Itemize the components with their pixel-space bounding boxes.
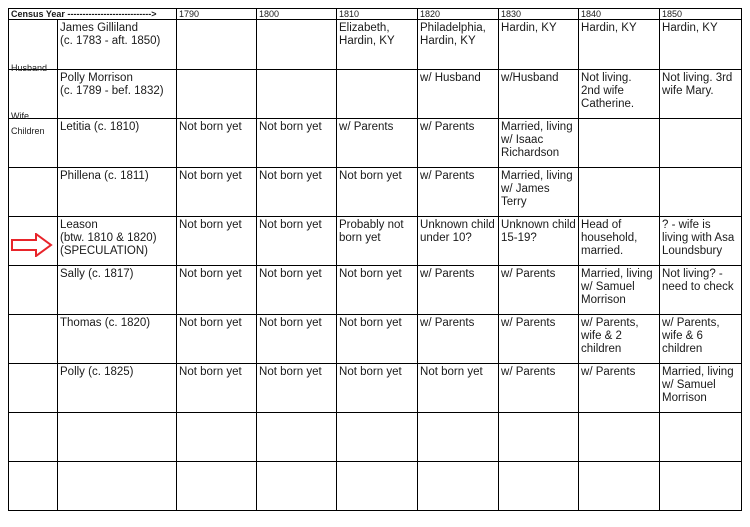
census-cell-1810 xyxy=(337,217,418,266)
census-cell-line: Hardin, KY xyxy=(501,22,557,34)
year-1820: 1820 xyxy=(418,9,499,20)
census-cell-line: Head of xyxy=(581,219,622,231)
table-row xyxy=(9,119,742,168)
census-cell-line: Not living. xyxy=(581,72,632,84)
census-cell-1810 xyxy=(337,20,418,70)
census-cell-1810 xyxy=(337,364,418,413)
census-cell-line: Richardson xyxy=(501,147,560,159)
census-cell-line: Not born yet xyxy=(259,317,322,329)
census-cell-line: living with Asa xyxy=(662,232,735,244)
census-cell-line: w/ Parents xyxy=(339,121,394,133)
census-cell-1790 xyxy=(177,20,257,70)
table-row xyxy=(9,413,742,462)
census-cell-line: Hardin, KY xyxy=(581,22,637,34)
census-cell-1810 xyxy=(337,462,418,511)
census-cell-1840 xyxy=(579,315,660,364)
census-cell-1830 xyxy=(499,217,579,266)
census-cell-line: Not born yet xyxy=(259,219,322,231)
census-cell-line: Philadelphia, xyxy=(420,22,486,34)
census-cell-1830 xyxy=(499,315,579,364)
person-name-line: Phillena (c. 1811) xyxy=(60,170,149,182)
census-cell-line: Not born yet xyxy=(259,170,322,182)
census-cell-1830 xyxy=(499,364,579,413)
census-cell-1800 xyxy=(257,315,337,364)
census-cell-line: wife & 2 xyxy=(581,330,622,342)
person-name-cell xyxy=(58,20,177,70)
census-cell-line: children xyxy=(662,343,703,355)
census-cell-1850 xyxy=(660,119,742,168)
census-cell-1820 xyxy=(418,119,499,168)
census-cell-line: w/ Husband xyxy=(420,72,481,84)
census-cell-1810 xyxy=(337,413,418,462)
person-name-cell xyxy=(58,266,177,315)
census-cell-line: w/ Samuel xyxy=(662,379,716,391)
census-cell-1800 xyxy=(257,119,337,168)
table-row xyxy=(9,315,742,364)
census-cell-line: Not born yet xyxy=(179,219,242,231)
census-cell-line: Married, living xyxy=(581,268,653,280)
census-cell-line: married. xyxy=(581,245,624,257)
census-cell-line: 2nd wife xyxy=(581,85,624,97)
census-table xyxy=(8,8,742,511)
census-cell-1850 xyxy=(660,70,742,119)
census-cell-1830 xyxy=(499,70,579,119)
census-cell-line: w/ Parents xyxy=(581,366,636,378)
census-cell-1790 xyxy=(177,266,257,315)
census-cell-1790 xyxy=(177,315,257,364)
census-cell-1800 xyxy=(257,217,337,266)
header-row xyxy=(9,9,742,20)
census-cell-1790 xyxy=(177,217,257,266)
census-cell-line: Catherine. xyxy=(581,98,635,110)
census-cell-line: w/ Parents xyxy=(420,170,475,182)
role-cell xyxy=(9,413,58,462)
census-cell-1850 xyxy=(660,217,742,266)
person-name-line: (c. 1783 - aft. 1850) xyxy=(60,35,161,47)
census-cell-1850 xyxy=(660,20,742,70)
census-cell-line: Not born yet xyxy=(259,366,322,378)
census-cell-1810 xyxy=(337,315,418,364)
census-cell-1850 xyxy=(660,266,742,315)
census-cell-1790 xyxy=(177,70,257,119)
census-cell-1790 xyxy=(177,462,257,511)
person-name-line: James Gilliland xyxy=(60,22,138,34)
person-name-line: Leason xyxy=(60,219,98,231)
census-cell-line: wife Mary. xyxy=(662,85,714,97)
census-cell-1840 xyxy=(579,462,660,511)
census-cell-line: Unknown child xyxy=(501,219,576,231)
census-cell-line: Married, living xyxy=(501,170,573,182)
person-name-line: Polly Morrison xyxy=(60,72,133,84)
census-cell-line: w/ Samuel xyxy=(581,281,635,293)
census-cell-line: w/Husband xyxy=(501,72,559,84)
census-cell-1800 xyxy=(257,364,337,413)
census-cell-1820 xyxy=(418,266,499,315)
person-name-cell xyxy=(58,70,177,119)
wife-label: Wife xyxy=(11,111,29,121)
census-cell-1840 xyxy=(579,217,660,266)
census-cell-line: Not born yet xyxy=(179,366,242,378)
census-cell-1840 xyxy=(579,413,660,462)
table-row xyxy=(9,266,742,315)
census-cell-line: household, xyxy=(581,232,638,244)
census-cell-line: ? - wife is xyxy=(662,219,711,231)
table-row xyxy=(9,462,742,511)
census-cell-1830 xyxy=(499,119,579,168)
census-cell-1850 xyxy=(660,168,742,217)
census-cell-line: w/ Parents xyxy=(420,121,475,133)
census-cell-line: Hardin, KY xyxy=(420,35,476,47)
census-cell-line: Probably not xyxy=(339,219,404,231)
census-cell-line: Not born yet xyxy=(179,121,242,133)
census-cell-1820 xyxy=(418,315,499,364)
year-1840: 1840 xyxy=(579,9,660,20)
census-cell-1840 xyxy=(579,119,660,168)
person-name-line: Polly (c. 1825) xyxy=(60,366,134,378)
census-cell-1810 xyxy=(337,119,418,168)
census-cell-line: Hardin, KY xyxy=(339,35,395,47)
census-cell-line: Not born yet xyxy=(339,366,402,378)
census-cell-1840 xyxy=(579,364,660,413)
children-label: Children xyxy=(11,126,45,136)
census-cell-1830 xyxy=(499,462,579,511)
census-cell-line: Morrison xyxy=(662,392,707,404)
year-1790: 1790 xyxy=(177,9,257,20)
census-cell-1790 xyxy=(177,364,257,413)
year-1810: 1810 xyxy=(337,9,418,20)
census-cell-line: Not born yet xyxy=(259,121,322,133)
census-cell-line: Loundsbury xyxy=(662,245,723,257)
census-cell-1850 xyxy=(660,315,742,364)
person-name-cell xyxy=(58,315,177,364)
census-cell-1810 xyxy=(337,266,418,315)
census-cell-1790 xyxy=(177,168,257,217)
census-cell-line: w/ Parents, xyxy=(662,317,720,329)
husband-label: Husband xyxy=(11,63,48,73)
census-cell-1820 xyxy=(418,217,499,266)
census-cell-1830 xyxy=(499,413,579,462)
census-cell-line: Married, living xyxy=(662,366,734,378)
census-cell-1800 xyxy=(257,266,337,315)
census-cell-line: children xyxy=(581,343,622,355)
census-cell-1850 xyxy=(660,413,742,462)
census-cell-1850 xyxy=(660,462,742,511)
census-cell-line: Not living. 3rd xyxy=(662,72,733,84)
person-name-cell xyxy=(58,119,177,168)
census-cell-1820 xyxy=(418,70,499,119)
census-cell-line: w/ Isaac xyxy=(501,134,544,146)
census-cell-line: Married, living xyxy=(501,121,573,133)
census-cell-line: w/ Parents xyxy=(420,268,475,280)
role-cell xyxy=(9,168,58,217)
person-name-cell xyxy=(58,413,177,462)
census-cell-1840 xyxy=(579,266,660,315)
census-cell-1800 xyxy=(257,20,337,70)
census-cell-1800 xyxy=(257,462,337,511)
census-cell-1820 xyxy=(418,462,499,511)
year-1800: 1800 xyxy=(257,9,337,20)
census-cell-1800 xyxy=(257,168,337,217)
role-cell xyxy=(9,266,58,315)
arrow-right-icon xyxy=(11,233,53,257)
census-cell-line: Unknown child xyxy=(420,219,495,231)
table-row xyxy=(9,364,742,413)
census-cell-line: w/ James xyxy=(501,183,550,195)
census-cell-1840 xyxy=(579,70,660,119)
person-name-line: (btw. 1810 & 1820) xyxy=(60,232,157,244)
census-cell-1800 xyxy=(257,70,337,119)
census-cell-line: Not born yet xyxy=(339,317,402,329)
table-row xyxy=(9,20,742,70)
role-cell xyxy=(9,20,58,70)
census-cell-1790 xyxy=(177,119,257,168)
census-cell-1840 xyxy=(579,20,660,70)
person-name-line: (SPECULATION) xyxy=(60,245,148,257)
person-name-cell xyxy=(58,217,177,266)
census-cell-line: born yet xyxy=(339,232,381,244)
person-name-line: Thomas (c. 1820) xyxy=(60,317,151,329)
table-row xyxy=(9,70,742,119)
person-name-cell xyxy=(58,462,177,511)
census-cell-line: w/ Parents xyxy=(420,317,475,329)
person-name-line: Sally (c. 1817) xyxy=(60,268,134,280)
census-cell-1820 xyxy=(418,20,499,70)
year-1850: 1850 xyxy=(660,9,742,20)
census-cell-line: Not born yet xyxy=(179,170,242,182)
census-cell-line: Not born yet xyxy=(339,268,402,280)
table-row xyxy=(9,168,742,217)
census-cell-line: need to check xyxy=(662,281,734,293)
census-cell-line: under 10? xyxy=(420,232,472,244)
role-cell xyxy=(9,315,58,364)
census-cell-line: Not born yet xyxy=(259,268,322,280)
census-cell-line: Morrison xyxy=(581,294,626,306)
census-cell-1820 xyxy=(418,364,499,413)
census-cell-1840 xyxy=(579,168,660,217)
role-cell xyxy=(9,462,58,511)
census-cell-1810 xyxy=(337,70,418,119)
census-cell-line: 15-19? xyxy=(501,232,537,244)
census-cell-line: Hardin, KY xyxy=(662,22,718,34)
census-year-label: Census Year ----------------------------> xyxy=(9,9,177,20)
census-cell-line: Terry xyxy=(501,196,527,208)
census-cell-1820 xyxy=(418,413,499,462)
census-cell-line: w/ Parents xyxy=(501,268,556,280)
census-cell-1830 xyxy=(499,168,579,217)
person-name-line: Letitia (c. 1810) xyxy=(60,121,140,133)
census-cell-line: w/ Parents xyxy=(501,366,556,378)
census-cell-line: w/ Parents xyxy=(501,317,556,329)
census-cell-line: Not born yet xyxy=(179,317,242,329)
person-name-line: (c. 1789 - bef. 1832) xyxy=(60,85,164,97)
census-cell-line: wife & 6 xyxy=(662,330,703,342)
table-row xyxy=(9,217,742,266)
year-1830: 1830 xyxy=(499,9,579,20)
census-cell-1790 xyxy=(177,413,257,462)
census-cell-line: Not born yet xyxy=(339,170,402,182)
census-cell-line: Elizabeth, xyxy=(339,22,390,34)
census-cell-line: w/ Parents, xyxy=(581,317,639,329)
census-cell-line: Not living? - xyxy=(662,268,723,280)
person-name-cell xyxy=(58,364,177,413)
census-cell-1810 xyxy=(337,168,418,217)
census-cell-1830 xyxy=(499,20,579,70)
census-cell-1830 xyxy=(499,266,579,315)
census-cell-1850 xyxy=(660,364,742,413)
census-cell-1820 xyxy=(418,168,499,217)
census-cell-line: Not born yet xyxy=(179,268,242,280)
person-name-cell xyxy=(58,168,177,217)
census-cell-line: Not born yet xyxy=(420,366,483,378)
census-cell-1800 xyxy=(257,413,337,462)
role-cell xyxy=(9,364,58,413)
